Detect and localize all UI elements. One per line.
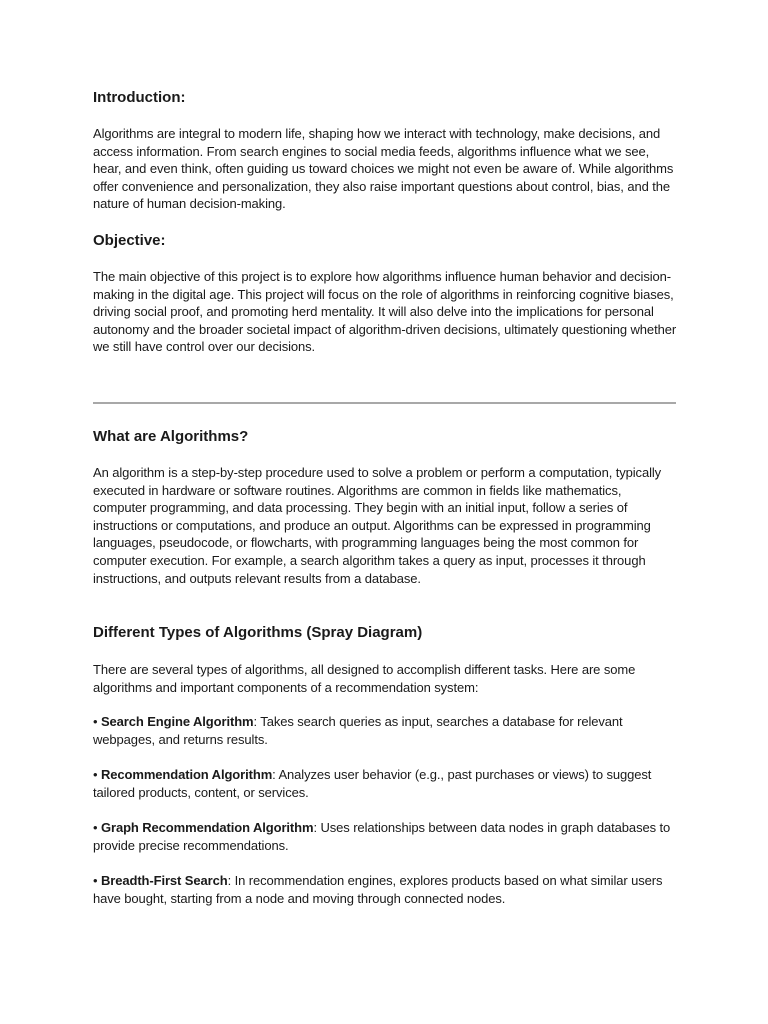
introduction-paragraph: Algorithms are integral to modern life, shaping how we interact with technology, make decisions, and access information. From search engines to social media feeds, algorithms influence what we see, hear, and even think, often guiding us toward choices we might not even be aware of. While algorithms offer convenience and personalization, they also raise important questions about control, bias, and the nature of human decision-making. — [93, 126, 674, 212]
bullet-marker: • — [93, 873, 98, 888]
list-item-description: : Analyzes user behavior (e.g., past purchases or views) to suggest tailored products, content, or services. — [93, 767, 652, 800]
what-are-algorithms-paragraph: An algorithm is a step-by-step procedure used to solve a problem or perform a computation, typically executed in hardware or software routines. Algorithms are common in fields like mathematics, computer programming, and data processing. They begin with an initial input, follow a series of instructions or computations, and produce an output. Algorithms can be expressed in programming languages, pseudocode, or flowcharts, with programming languages being the most common for computer execution. For example, a search algorithm takes a query as input, processes it through instructions, and outputs relevant results from a database. — [93, 465, 662, 586]
bullet-marker: • — [93, 820, 98, 835]
list-item-search-engine — [93, 713, 678, 748]
list-item-recommendation — [93, 766, 678, 801]
objective-paragraph: The main objective of this project is to explore how algorithms influence human behavior and decision-making in the digital age. This project will focus on the role of algorithms in reinforcing cognitive biases, driving social proof, and promoting herd mentality. It will also delve into the implications for personal autonomy and the broader societal impact of algorithm-driven decisions, ultimately questioning whether we still have control over our decisions. — [93, 269, 677, 355]
list-item-graph-recommendation — [93, 819, 678, 854]
list-item-breadth-first-search — [93, 872, 678, 907]
types-intro-paragraph: There are several types of algorithms, all designed to accomplish different tasks. Here are some algorithms and important components of a recommendation system: — [93, 662, 636, 695]
bullet-marker: • — [93, 714, 98, 729]
types-heading: Different Types of Algorithms (Spray Diagram) — [93, 624, 423, 641]
list-item-description: : Takes search queries as input, searches a database for relevant webpages, and returns results. — [93, 714, 623, 747]
section-divider — [93, 402, 676, 404]
list-item-term: Recommendation Algorithm — [100, 767, 273, 782]
what-are-algorithms-heading: What are Algorithms? — [93, 428, 249, 445]
list-item-term: Search Engine Algorithm — [100, 714, 254, 729]
bullet-marker: • — [93, 767, 98, 782]
list-item-term: Breadth-First Search — [100, 873, 228, 888]
list-item-description: : Uses relationships between data nodes in graph databases to provide precise recommendations. — [93, 820, 671, 853]
objective-heading: Objective: — [93, 232, 166, 249]
list-item-description: : In recommendation engines, explores products based on what similar users have bought, starting from a node and moving through connected nodes. — [93, 873, 663, 906]
list-item-term: Graph Recommendation Algorithm — [100, 820, 314, 835]
introduction-heading: Introduction: — [93, 89, 186, 106]
